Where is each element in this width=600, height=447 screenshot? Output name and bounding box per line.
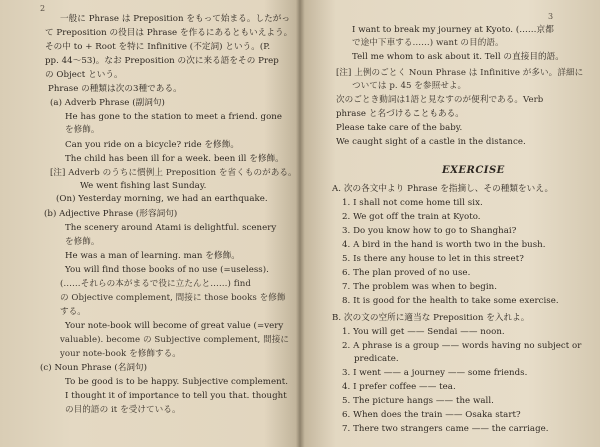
example-sentence: Please take care of the baby.: [336, 123, 463, 133]
gloss-line: valuable). become の Subjective complement, 間接に: [60, 335, 290, 345]
example-sentence: I thought it of importance to tell you that. thought: [65, 391, 287, 401]
example-sentence: I want to break my journey at Kyoto. (……京都: [352, 25, 554, 35]
exercise-item: predicate.: [354, 354, 399, 364]
exercise-item: 3. Do you know how to go to Shanghai?: [342, 226, 517, 236]
example-sentence: We went fishing last Sunday.: [80, 181, 207, 191]
subsection-heading: (b) Adjective Phrase (形容詞句): [44, 209, 178, 219]
exercise-item: 1. You will get —— Sendai —— noon.: [342, 327, 505, 337]
exercise-item: 2. We got off the train at Kyoto.: [342, 212, 481, 222]
text-line: て Preposition の役目は Phrase を作るにあるともいえよう。: [45, 28, 293, 38]
exercise-item: 5. The picture hangs —— the wall.: [342, 396, 494, 406]
exercise-item: 2. A phrase is a group —— words having no subject or: [342, 341, 582, 351]
gloss-line: を修飾。: [65, 237, 100, 247]
gloss-line: の Objective complement, 間接に those books を修飾: [60, 293, 286, 303]
exercise-item: 3. I went —— a journey —— some friends.: [342, 368, 528, 378]
exercise-item: 4. A bird in the hand is worth two in the bush.: [342, 240, 546, 250]
example-sentence: Your note-book will become of great value (=very: [65, 321, 284, 331]
exercise-item: 1. I shall not come home till six.: [342, 198, 483, 208]
text-line: その中 to + Root を特に Infinitive (不定詞) という。(P.: [45, 42, 271, 52]
gloss-line: で途中下車する……) want の目的語。: [352, 38, 504, 48]
example-sentence: You will find those books of no use (=useless).: [65, 265, 269, 275]
exercise-item: 5. Is there any house to let in this street?: [342, 254, 524, 264]
subsection-heading: (c) Noun Phrase (名詞句): [40, 363, 148, 373]
exercise-item: 7. There two strangers came —— the carriage.: [342, 424, 549, 434]
exercise-item: 8. It is good for the health to take some exercise.: [342, 296, 559, 306]
exercise-title: EXERCISE: [442, 165, 505, 176]
example-sentence: The child has been ill for a week. been ill を修飾。: [65, 154, 284, 164]
gloss-line: を修飾。: [65, 125, 100, 135]
text-line: pp. 44〜53)。なお Preposition の次に来る語をその Prep: [45, 56, 279, 66]
left-page: [0, 0, 298, 447]
exercise-instruction: A. 次の各文中より Phrase を指摘し、その種類をいえ。: [332, 184, 554, 194]
section-heading: Phrase の種類は次の3種である。: [48, 84, 182, 94]
subsection-heading: (a) Adverb Phrase (副詞句): [50, 98, 165, 108]
note-line: [注] 上例のごとく Noun Phrase は Infinitive が多い。詳細に: [336, 68, 584, 78]
gloss-line: (……それらの本がまるで役に立たんと……) find: [60, 279, 251, 289]
example-sentence: He was a man of learning. man を修飾。: [65, 251, 240, 261]
note-line: [注] Adverb のうちに慣例上 Preposition を省くものがある。: [50, 168, 297, 178]
text-line: phrase と名づけることもある。: [336, 109, 464, 119]
text-line: の Object という。: [45, 70, 123, 80]
example-sentence: Can you ride on a bicycle? ride を修飾。: [65, 140, 239, 150]
example-sentence: He has gone to the station to meet a friend. gone: [65, 112, 283, 122]
page-number: 3: [548, 12, 554, 21]
exercise-instruction: B. 次の文の空所に適当な Preposition を入れよ。: [332, 313, 530, 323]
exercise-item: 4. I prefer coffee —— tea.: [342, 382, 456, 392]
gloss-line: your note-book を修飾する。: [60, 349, 181, 359]
example-sentence: To be good is to be happy. Subjective complement.: [65, 377, 289, 387]
example-sentence: We caught sight of a castle in the distance.: [336, 137, 526, 147]
exercise-item: 7. The problem was when to begin.: [342, 282, 497, 292]
text-line: 一般に Phrase は Preposition をもって始まる。したがっ: [60, 14, 291, 24]
text-line: 次のごとき動詞は1語と見なすのが便利である。Verb: [336, 95, 544, 105]
gloss-line: する。: [60, 307, 86, 317]
exercise-item: 6. When does the train —— Osaka start?: [342, 410, 521, 420]
gloss-line: の目的語の it を受けている。: [65, 405, 181, 415]
example-sentence: (On) Yesterday morning, we had an earthquake.: [56, 194, 268, 204]
example-sentence: Tell me whom to ask about it. Tell の直接目的語。: [352, 52, 564, 62]
page-number: 2: [40, 4, 46, 13]
right-page: [302, 0, 600, 447]
example-sentence: The scenery around Atami is delightful. scenery: [65, 223, 277, 233]
exercise-item: 6. The plan proved of no use.: [342, 268, 471, 278]
note-line: ついては p. 45 を参照せよ。: [352, 81, 467, 91]
